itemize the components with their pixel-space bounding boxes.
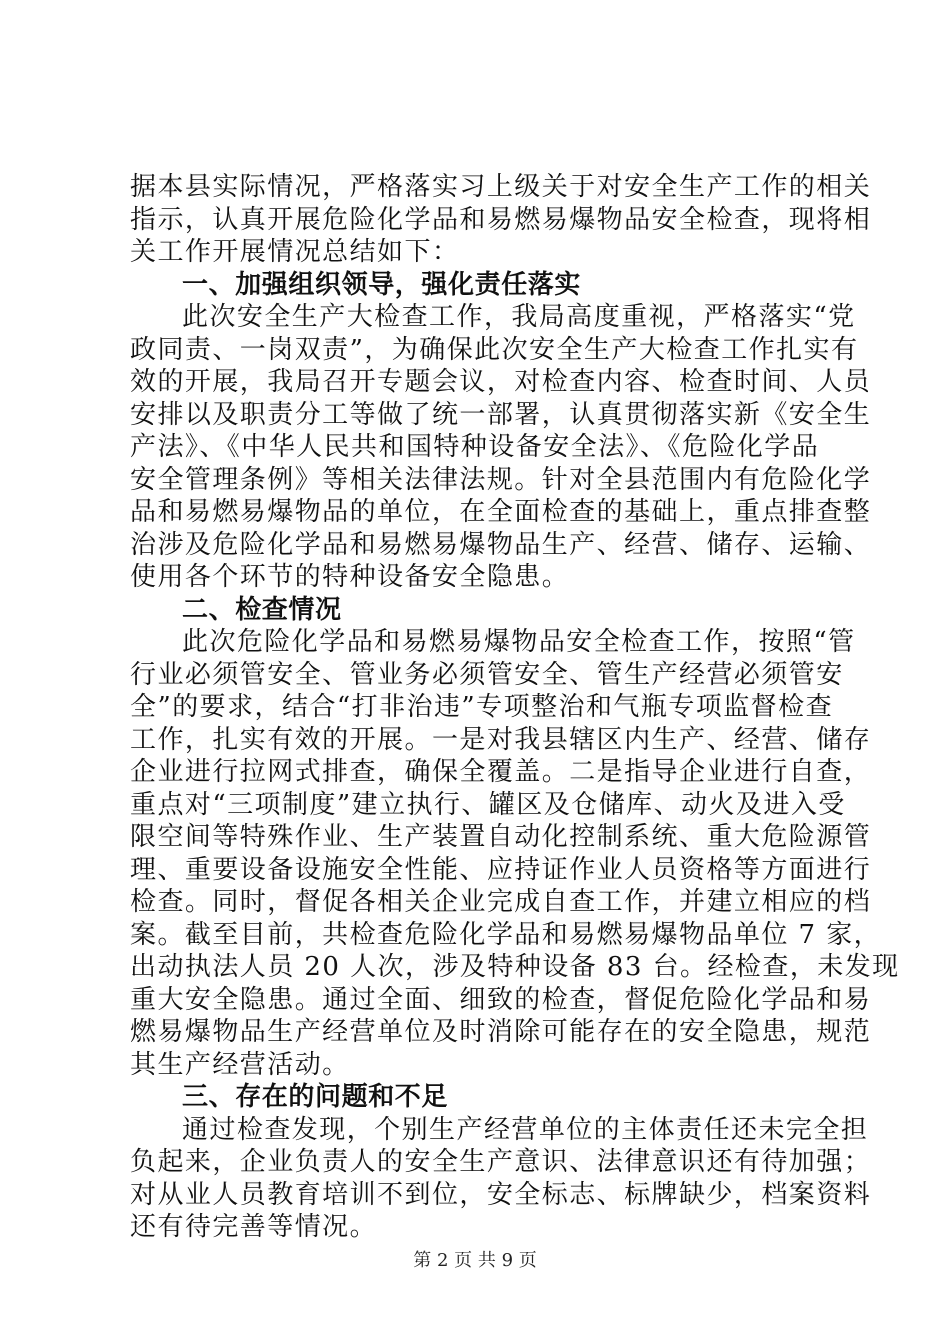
paragraph-line: 关工作开展情况总结如下： bbox=[130, 237, 460, 267]
paragraph-line: 效的开展，我局召开专题会议，对检查内容、检查时间、人员 bbox=[130, 367, 872, 397]
paragraph-line: 企业进行拉网式排查，确保全覆盖。二是指导企业进行自查， bbox=[130, 757, 872, 787]
paragraph-line: 此次安全生产大检查工作，我局高度重视，严格落实“党 bbox=[182, 302, 856, 332]
paragraph-line: 限空间等特殊作业、生产装置自动化控制系统、重大危险源管 bbox=[130, 822, 872, 852]
paragraph-line: 对从业人员教育培训不到位，安全标志、标牌缺少，档案资料 bbox=[130, 1179, 872, 1210]
paragraph-line: 负起来，企业负责人的安全生产意识、法律意识还有待加强； bbox=[130, 1147, 872, 1177]
section-heading: 一、加强组织领导，强化责任落实 bbox=[182, 269, 582, 300]
section-heading: 二、检查情况 bbox=[182, 594, 342, 625]
paragraph-line: 品和易燃易爆物品的单位，在全面检查的基础上，重点排查整 bbox=[130, 497, 872, 527]
paragraph-line: 安全管理条例》等相关法律法规。针对全县范围内有危险化学 bbox=[130, 464, 872, 495]
paragraph-line: 重大安全隐患。通过全面、细致的检查，督促危险化学品和易 bbox=[130, 984, 872, 1015]
section-heading: 三、存在的问题和不足 bbox=[182, 1082, 449, 1112]
paragraph-line: 安排以及职责分工等做了统一部署，认真贯彻落实新《安全生 bbox=[130, 399, 872, 430]
paragraph-line: 案。截至目前，共检查危险化学品和易燃易爆物品单位 7 家， bbox=[130, 919, 882, 950]
paragraph-line: 出动执法人员 20 人次，涉及特种设备 83 台。经检查，未发现 bbox=[130, 952, 900, 982]
paragraph-line: 还有待完善等情况。 bbox=[130, 1212, 378, 1242]
paragraph-line: 产法》、《中华人民共和国特种设备安全法》、《危险化学品 bbox=[130, 432, 820, 462]
paragraph-line: 通过检查发现，个别生产经营单位的主体责任还未完全担 bbox=[182, 1114, 869, 1145]
paragraph-line: 行业必须管安全、管业务必须管安全、管生产经营必须管安 bbox=[130, 659, 844, 690]
paragraph-line: 燃易爆物品生产经营单位及时消除可能存在的安全隐患，规范 bbox=[130, 1017, 872, 1047]
paragraph-line: 理、重要设备设施安全性能、应持证作业人员资格等方面进行 bbox=[130, 854, 872, 885]
paragraph-line: 此次危险化学品和易燃易爆物品安全检查工作，按照“管 bbox=[182, 627, 856, 657]
paragraph-line: 其生产经营活动。 bbox=[130, 1049, 350, 1080]
paragraph-line: 检查。同时，督促各相关企业完成自查工作，并建立相应的档 bbox=[130, 887, 872, 917]
paragraph-line: 治涉及危险化学品和易燃易爆物品生产、经营、储存、运输、 bbox=[130, 529, 872, 560]
paragraph-line: 重点对“三项制度”建立执行、罐区及仓储库、动火及进入受 bbox=[130, 789, 846, 820]
paragraph-line: 据本县实际情况，严格落实习上级关于对安全生产工作的相关 bbox=[130, 172, 872, 202]
paragraph-line: 政同责、一岗双责”，为确保此次安全生产大检查工作扎实有 bbox=[130, 334, 859, 365]
paragraph-line: 工作，扎实有效的开展。一是对我县辖区内生产、经营、储存 bbox=[130, 724, 872, 755]
document-body bbox=[130, 171, 900, 1244]
paragraph-line: 指示，认真开展危险化学品和易燃易爆物品安全检查，现将相 bbox=[130, 204, 872, 235]
paragraph-line: 使用各个环节的特种设备安全隐患。 bbox=[130, 562, 570, 592]
page-number-footer: 第 2 页 共 9 页 bbox=[413, 1250, 537, 1271]
paragraph-line: 全”的要求，结合“打非治违”专项整治和气瓶专项监督检查 bbox=[130, 692, 834, 722]
